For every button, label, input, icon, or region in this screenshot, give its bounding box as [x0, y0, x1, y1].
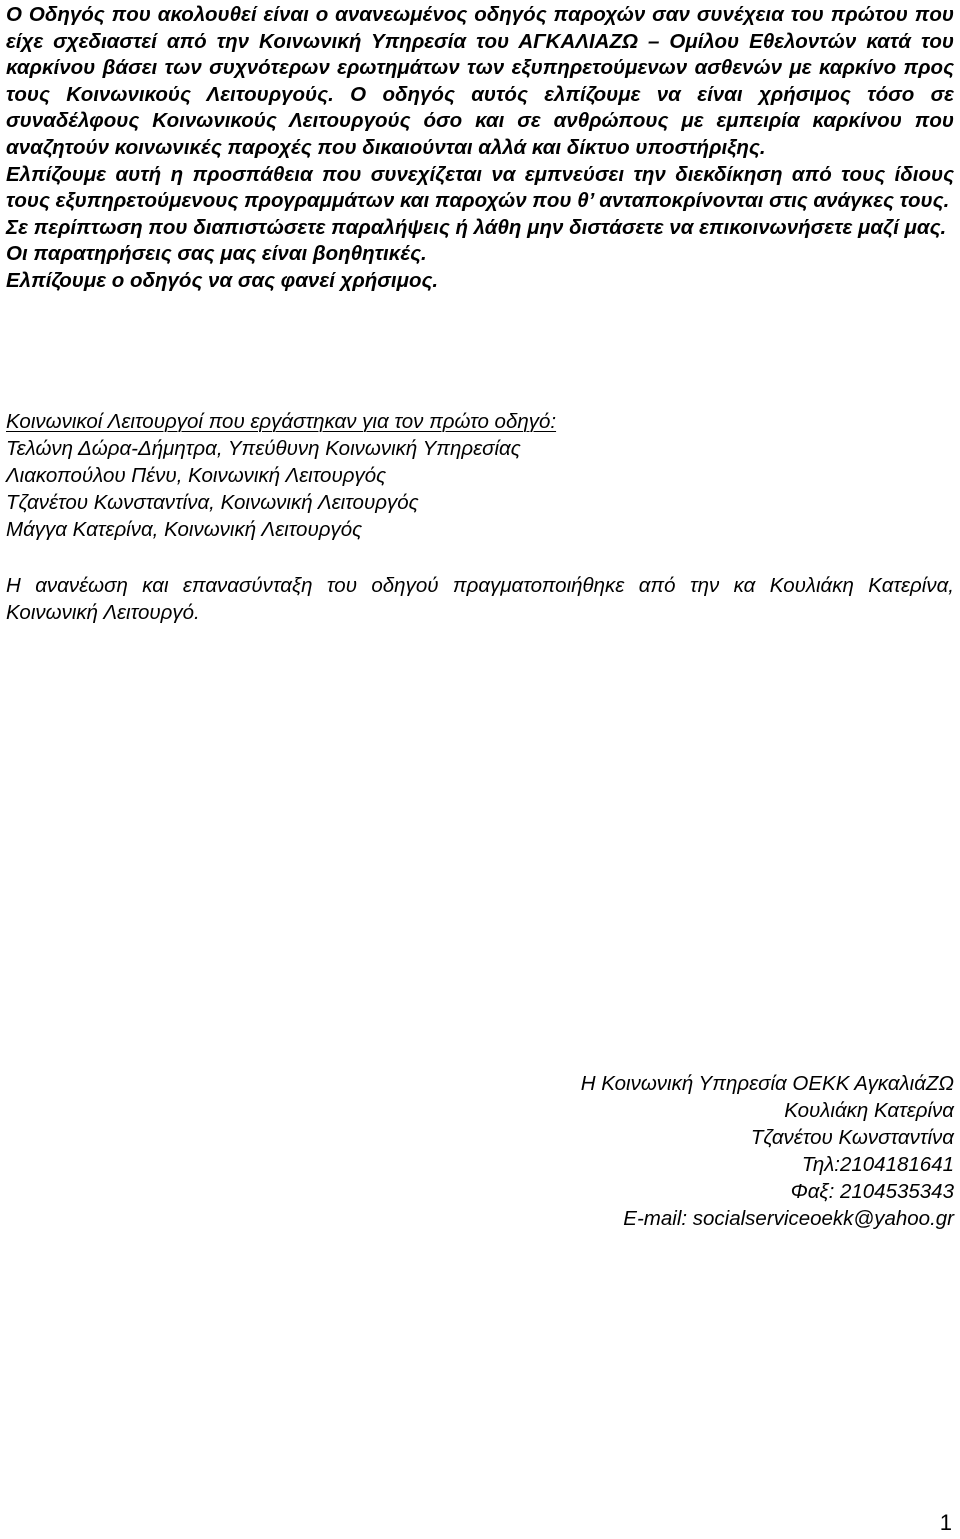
credit-person: Τζανέτου Κωνσταντίνα, Κοινωνική Λειτουργός: [6, 491, 419, 514]
intro-paragraph-5: Ελπίζουμε ο οδηγός να σας φανεί χρήσιμος.: [6, 268, 439, 292]
signature-email: E-mail: socialserviceoekk@yahoo.gr: [623, 1207, 954, 1230]
signature-phone: Τηλ:2104181641: [801, 1153, 954, 1176]
intro-paragraph-4: Οι παρατηρήσεις σας μας είναι βοηθητικές.: [6, 242, 427, 266]
intro-paragraph-1: Ο Οδηγός που ακολουθεί είναι ο ανανεωμένος οδηγός παροχών σαν συνέχεια του πρώτου που είχε σχεδιαστεί από την Κοινωνική Υπηρεσία του ΑΓΚΑΛΙΑΖΩ – Ομίλου Εθελοντών κατά του καρκίνου βάσει των συχνότερων ερωτημάτων των εξυπηρετούμενων ασθενών με καρκίνο προς τους Κοινωνικούς Λειτουργούς. Ο οδηγός αυτός ελπίζουμε να είναι χρήσιμος τόσο σε συναδέλφους Κοινωνικούς Λειτουργούς όσο και σε ανθρώπους με εμπειρία καρκίνου που αναζητούν κοινωνικές παροχές που δικαιούνται αλλά και δίκτυο υποστήριξης.: [6, 3, 954, 159]
credit-person: Λιακοπούλου Πένυ, Κοινωνική Λειτουργός: [6, 464, 387, 487]
intro-paragraph-3: Σε περίπτωση που διαπιστώσετε παραλήψεις ή λάθη μην διστάσετε να επικοινωνήσετε μαζί μας.: [6, 215, 947, 239]
signature-name: Κουλιάκη Κατερίνα: [784, 1099, 954, 1122]
renewal-text: Η ανανέωση και επανασύνταξη του οδηγού πραγματοποιήθηκε από την κα Κουλιάκη Κατερίνα, Κοινωνική Λειτουργό.: [6, 574, 954, 624]
intro-section: [6, 2, 954, 295]
signature-organization: Η Κοινωνική Υπηρεσία ΟΕΚΚ ΑγκαλιάΖΩ: [580, 1072, 954, 1095]
page-number: 1: [939, 1510, 952, 1535]
renewal-note: [6, 572, 954, 626]
credits-section: [6, 408, 954, 543]
credit-person: Τελώνη Δώρα-Δήμητρα, Υπεύθυνη Κοινωνική Υπηρεσίας: [6, 437, 521, 460]
intro-paragraph-2: Ελπίζουμε αυτή η προσπάθεια που συνεχίζεται να εμπνεύσει την διεκδίκηση από τους ίδιους τους εξυπηρετούμενους προγραμμάτων και παροχών που θ’ ανταποκρίνονται στις ανάγκες τους.: [6, 162, 954, 213]
signature-block: [354, 1070, 954, 1232]
signature-fax: Φαξ: 2104535343: [790, 1180, 954, 1203]
credits-heading: Κοινωνικοί Λειτουργοί που εργάστηκαν για τον πρώτο οδηγό:: [6, 410, 557, 433]
signature-name: Τζανέτου Κωνσταντίνα: [750, 1126, 954, 1149]
credit-person: Μάγγα Κατερίνα, Κοινωνική Λειτουργός: [6, 518, 363, 541]
